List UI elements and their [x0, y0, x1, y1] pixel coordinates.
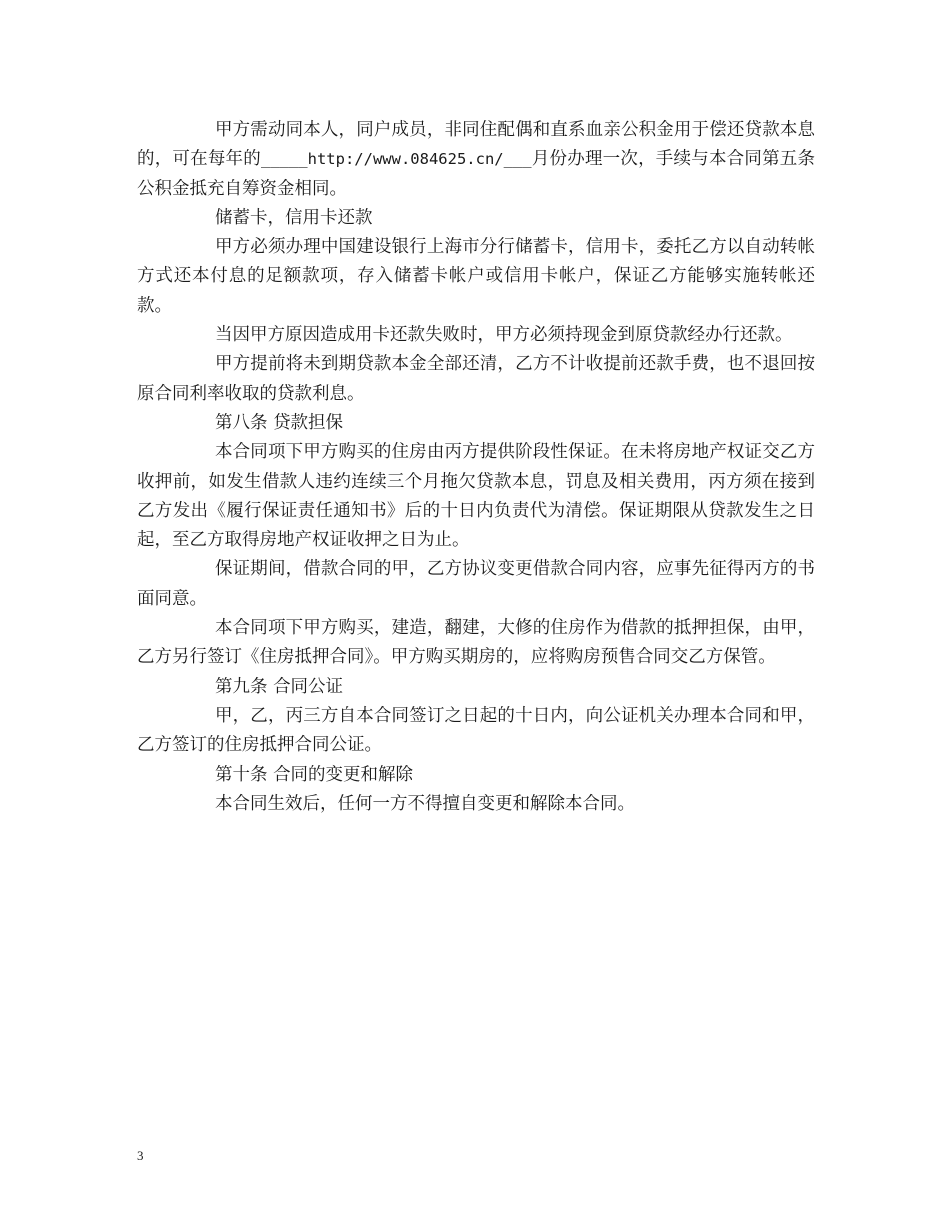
- paragraph-early-repayment: 甲方提前将未到期贷款本金全部还清，乙方不计收提前还款手费，也不退回按原合同利率收取的贷款利息。: [137, 354, 815, 404]
- paragraph-notarization: 甲，乙，丙三方自本合同签订之日起的十日内，向公证机关办理本合同和甲，乙方签订的住房抵押合同公证。: [137, 705, 815, 756]
- paragraph-card-account: 甲方必须办理中国建设银行上海市分行储蓄卡，信用卡，委托乙方以自动转帐方式还本付息的足额款项，存入储蓄卡帐户或信用卡帐户，保证乙方能够实施转帐还款。: [137, 237, 815, 316]
- article-heading-10: 第十条 合同的变更和解除: [215, 764, 414, 785]
- url-link[interactable]: _____http://www.084625.cn/___: [260, 150, 532, 169]
- section-heading-card-repayment: 储蓄卡，信用卡还款: [215, 207, 373, 228]
- page-number: 3: [137, 1148, 144, 1163]
- paragraph-amendment: 本合同生效后，任何一方不得擅自变更和解除本合同。: [215, 793, 635, 814]
- article-heading-8: 第八条 贷款担保: [215, 412, 344, 433]
- paragraph-guarantee-period: 保证期间，借款合同的甲，乙方协议变更借款合同内容，应事先征得丙方的书面同意。: [137, 559, 815, 609]
- paragraph-guarantee: 本合同项下甲方购买的住房由丙方提供阶段性保证。在未将房地产权证交乙方收押前，如发生借款人违约连续三个月拖欠贷款本息，罚息及相关费用，丙方须在接到乙方发出《履行保证责任通知书》后的十日内负责代为清偿。保证期限从贷款发生之日起，至乙方取得房地产权证收押之日为止。: [137, 442, 815, 551]
- paragraph-provident-fund-repayment: [137, 116, 815, 204]
- document-body: [137, 116, 815, 819]
- paragraph-mortgage: 本合同项下甲方购买，建造，翻建，大修的住房作为借款的抵押担保，由甲，乙方另行签订《住房抵押合同》。甲方购买期房的，应将购房预售合同交乙方保管。: [137, 618, 815, 668]
- paragraph-text: 月份办理一次，手续与本合同第五条公积金抵充自筹资金相同。: [137, 149, 815, 199]
- paragraph-text: 甲方需动同本人，同户成员，非同住配偶和直系血亲公积金用于偿还贷款本息的，可在每年的: [137, 120, 815, 170]
- paragraph-card-failure: 当因甲方原因造成用卡还款失败时，甲方必须持现金到原贷款经办行还款。: [215, 325, 793, 346]
- article-heading-9: 第九条 合同公证: [215, 676, 344, 697]
